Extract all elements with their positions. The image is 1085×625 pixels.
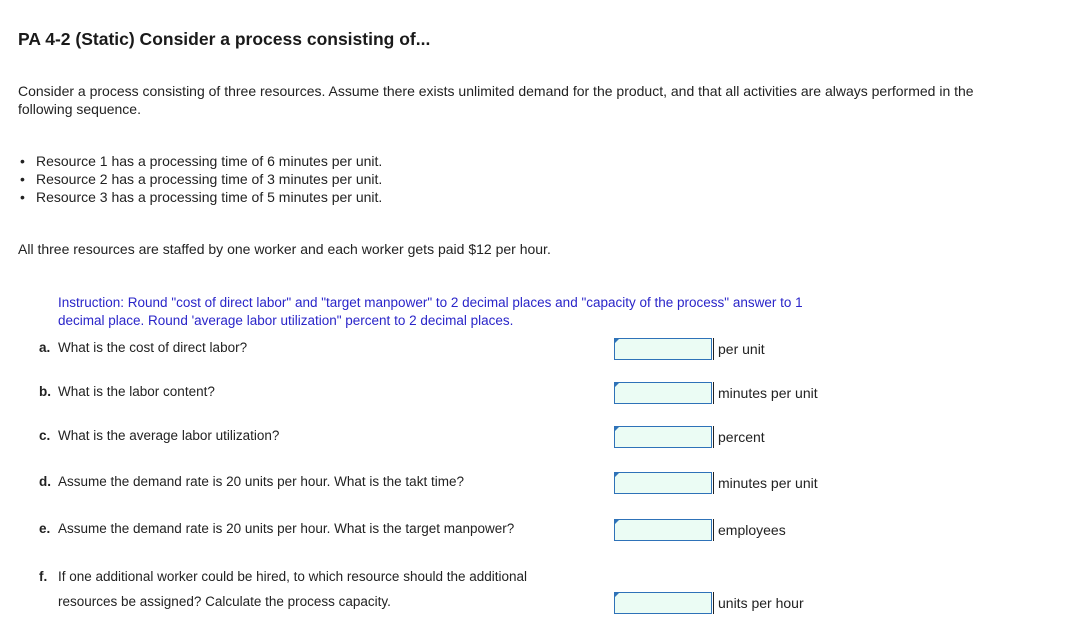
- question-letter: e.: [39, 521, 51, 536]
- question-e: [39, 517, 514, 542]
- answer-input-e[interactable]: [614, 519, 712, 541]
- resource-2-text: Resource 2 has a processing time of 3 minutes per unit.: [36, 171, 383, 187]
- answer-input-c[interactable]: [614, 426, 712, 448]
- resource-1-text: Resource 1 has a processing time of 6 minutes per unit.: [36, 153, 383, 169]
- unit-label-a: per unit: [713, 338, 765, 360]
- resource-list: [18, 152, 382, 206]
- unit-label-d: minutes per unit: [713, 472, 818, 494]
- question-d: [39, 470, 464, 495]
- unit-label-b: minutes per unit: [713, 382, 818, 404]
- question-f: [39, 565, 539, 614]
- staffing-paragraph: All three resources are staffed by one worker and each worker gets paid $12 per hour.: [18, 241, 551, 257]
- unit-label-e: employees: [713, 519, 786, 541]
- unit-label-f: units per hour: [713, 592, 804, 614]
- list-item: [18, 188, 382, 206]
- question-a: [39, 336, 247, 361]
- question-letter: c.: [39, 428, 51, 443]
- question-text: What is the labor content?: [58, 384, 215, 399]
- intro-paragraph: Consider a process consisting of three resources. Assume there exists unlimited demand for the product, and that all activities are always performed in the following sequence.: [18, 83, 974, 117]
- answer-input-a[interactable]: [614, 338, 712, 360]
- question-text: What is the average labor utilization?: [58, 428, 280, 443]
- list-item: [18, 152, 382, 170]
- answer-input-f[interactable]: [614, 592, 712, 614]
- answer-input-d[interactable]: [614, 472, 712, 494]
- list-item: [18, 170, 382, 188]
- question-text: Assume the demand rate is 20 units per hour. What is the target manpower?: [58, 521, 515, 536]
- question-text: If one additional worker could be hired, to which resource should the additional resources be assigned? Calculate the process capacity.: [58, 569, 528, 609]
- resource-3-text: Resource 3 has a processing time of 5 minutes per unit.: [36, 189, 383, 205]
- question-b: [39, 380, 215, 405]
- question-letter: d.: [39, 474, 51, 489]
- unit-label-c: percent: [713, 426, 765, 448]
- question-text: Assume the demand rate is 20 units per hour. What is the takt time?: [58, 474, 464, 489]
- question-letter: b.: [39, 384, 51, 399]
- page-title: PA 4-2 (Static) Consider a process consisting of...: [18, 29, 431, 49]
- bullet-icon: •: [20, 153, 25, 169]
- instruction-text: Instruction: Round "cost of direct labor" and "target manpower" to 2 decimal places and "capacity of the process" answer to 1 decimal place. Round 'average labor utilization" percent to 2 decimal places.: [58, 295, 803, 328]
- bullet-icon: •: [20, 171, 25, 187]
- bullet-icon: •: [20, 189, 25, 205]
- question-letter: f.: [39, 569, 48, 584]
- question-c: [39, 424, 279, 449]
- question-text: What is the cost of direct labor?: [58, 340, 248, 355]
- answer-input-b[interactable]: [614, 382, 712, 404]
- question-letter: a.: [39, 340, 51, 355]
